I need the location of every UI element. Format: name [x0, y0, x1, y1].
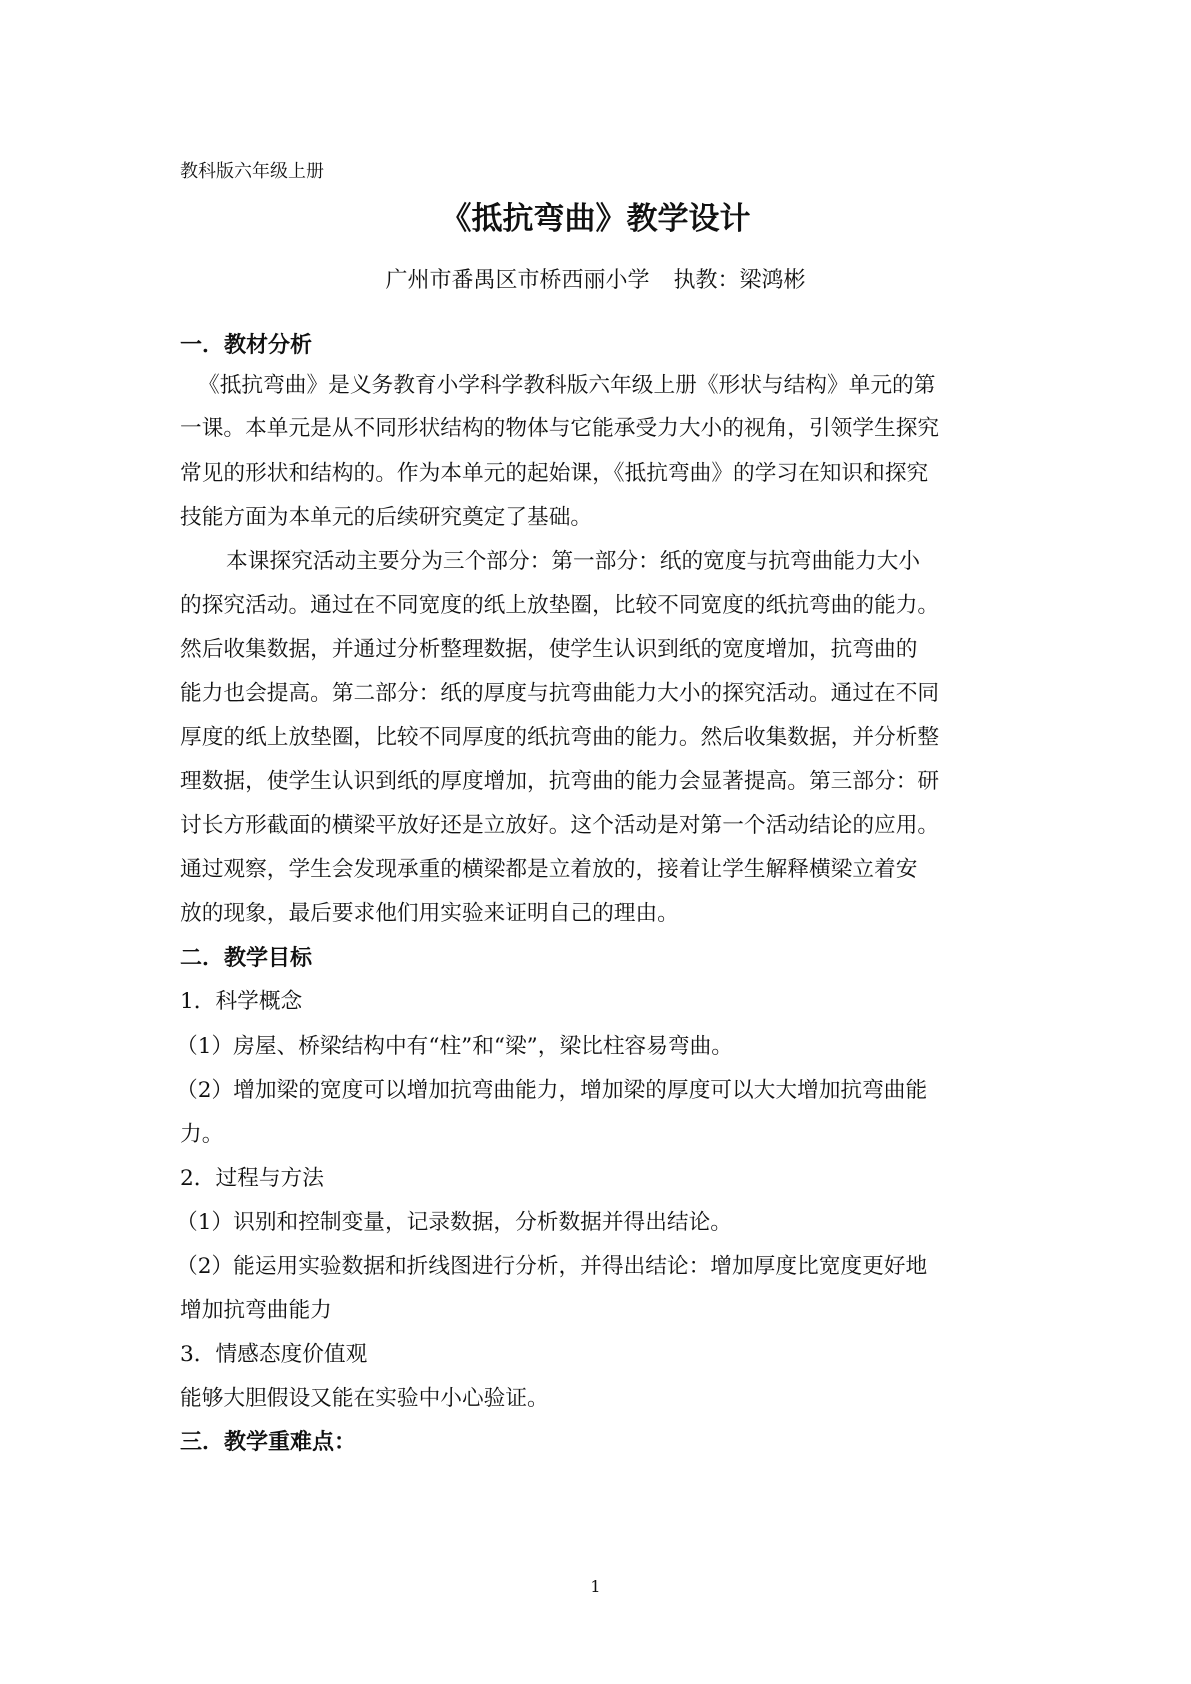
paragraph-line: 《抵抗弯曲》是义务教育小学科学教科版六年级上册《形状与结构》单元的第: [198, 373, 936, 398]
section-heading-key-points: 三．教学重难点：: [180, 1430, 357, 1455]
objective-line: 1．科学概念: [180, 989, 303, 1014]
objective-line: 能够大胆假设又能在实验中小心验证。: [180, 1386, 549, 1411]
objective-line: 力。: [180, 1122, 224, 1147]
edition-label: 教科版六年级上册: [180, 161, 324, 182]
paragraph-line: 本课探究活动主要分为三个部分：第一部分：纸的宽度与抗弯曲能力大小: [226, 549, 921, 574]
school-name: 广州市番禺区市桥西丽小学: [385, 268, 650, 293]
paragraph-line: 技能方面为本单元的后续研究奠定了基础。: [180, 505, 593, 530]
document-title: 《抵抗弯曲》教学设计: [440, 201, 751, 237]
section-heading-objectives: 二．教学目标: [180, 946, 313, 971]
paragraph-line: 的探究活动。通过在不同宽度的纸上放垫圈，比较不同宽度的纸抗弯曲的能力。: [180, 593, 940, 618]
objective-line: （2）能运用实验数据和折线图进行分析，并得出结论：增加厚度比宽度更好地: [176, 1254, 928, 1279]
teacher-name: 执教：梁鸿彬: [673, 268, 806, 293]
objective-line: （2）增加梁的宽度可以增加抗弯曲能力，增加梁的厚度可以大大增加抗弯曲能: [176, 1078, 928, 1103]
paragraph-line: 讨长方形截面的横梁平放好还是立放好。这个活动是对第一个活动结论的应用。: [180, 813, 940, 838]
paragraph-line: 然后收集数据，并通过分析整理数据，使学生认识到纸的宽度增加，抗弯曲的: [180, 637, 918, 662]
objective-line: 3．情感态度价值观: [180, 1342, 368, 1367]
objective-line: （1）识别和控制变量，记录数据，分析数据并得出结论。: [176, 1210, 732, 1235]
paragraph-line: 能力也会提高。第二部分：纸的厚度与抗弯曲能力大小的探究活动。通过在不同: [180, 681, 940, 706]
objective-line: 2．过程与方法: [180, 1166, 324, 1191]
paragraph-line: 一课。本单元是从不同形状结构的物体与它能承受力大小的视角，引领学生探究: [180, 416, 940, 441]
objective-line: （1）房屋、桥梁结构中有“柱”和“梁”，梁比柱容易弯曲。: [176, 1034, 733, 1059]
page-number: 1: [590, 1577, 601, 1596]
paragraph-line: 常见的形状和结构的。作为本单元的起始课，《抵抗弯曲》的学习在知识和探究: [180, 461, 929, 486]
paragraph-line: 放的现象，最后要求他们用实验来证明自己的理由。: [180, 901, 679, 926]
objective-line: 增加抗弯曲能力: [180, 1298, 332, 1323]
paragraph-line: 理数据，使学生认识到纸的厚度增加，抗弯曲的能力会显著提高。第三部分：研: [180, 769, 940, 794]
paragraph-line: 厚度的纸上放垫圈，比较不同厚度的纸抗弯曲的能力。然后收集数据，并分析整: [180, 725, 940, 750]
paragraph-line: 通过观察，学生会发现承重的横梁都是立着放的，接着让学生解释横梁立着安: [180, 857, 918, 882]
author-line: [0, 266, 1191, 296]
section-heading-materials: 一．教材分析: [180, 333, 313, 358]
